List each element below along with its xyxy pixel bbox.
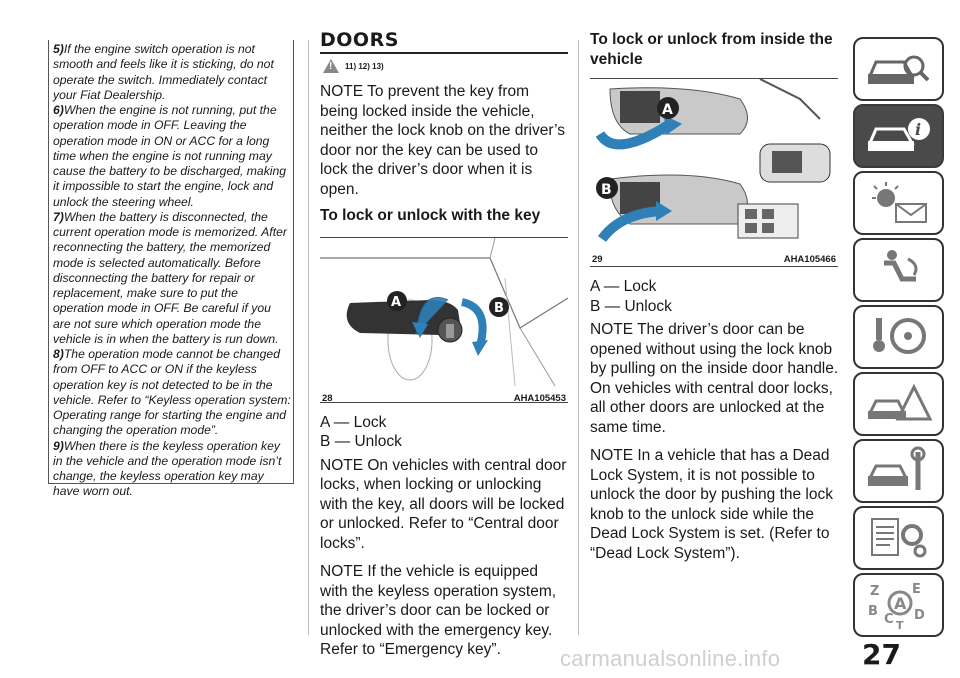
note-emergency-key: NOTE If the vehicle is equipped with the keyless operation system, the driver’s door can be locked or unlocked with the emergency key. Refer to “Emergency key”.	[320, 563, 557, 658]
legend-a: A — Lock	[320, 413, 387, 431]
note-central-locks: NOTE On vehicles with central door locks, when locking or unlocking with the key, all doors will be locked or unlocked. Refer to “Central door locks”.	[320, 456, 567, 552]
warning-notes-box	[48, 40, 294, 499]
watermark-footer: carmanualsonline.info	[560, 646, 781, 671]
note-key-lockout: NOTE To prevent the key from being locked inside the vehicle, neither the lock knob on the driver’s door nor the key can be used to lock the driver’s door when it is open.	[320, 83, 565, 198]
tab-in-an-emergency[interactable]	[853, 372, 944, 436]
tab-knowing-your-vehicle[interactable]	[853, 104, 944, 168]
note-inside-handle: NOTE The driver’s door can be opened without using the lock knob by pulling on the inside door handle. On vehicles with central door locks, all other doors are unlocked at the same time.	[590, 321, 839, 436]
column-divider-left	[308, 40, 309, 635]
note-item: 6)When the engine is not running, put the operation mode in OFF. Leaving the operation mode in ON or ACC for a long time when the engine is not running may cause the battery to be discharged, making it impossible to start the engine, lock and unlock the steering wheel.	[53, 103, 287, 209]
index-letter: E	[911, 582, 921, 597]
legend-b: B — Unlock	[320, 433, 402, 450]
tab-getting-to-know-car[interactable]	[853, 37, 944, 101]
note-item: 5)If the engine switch operation is not smooth and feels like it is sticking, do not operate the switch. Immediately contact your Fiat Dealership.	[53, 42, 274, 102]
warning-triangle-car-icon	[864, 379, 934, 429]
legend-a: A — Lock	[590, 278, 657, 295]
column-divider-right	[578, 40, 579, 635]
car-service-icon	[864, 446, 934, 496]
note-dead-lock: NOTE In a vehicle that has a Dead Lock System, it is not possible to unlock the door by pushing the lock knob to the unlock side while the Dead Lock System is set. (Refer to “Dead Lock System”).	[590, 447, 833, 562]
note-item: 8)The operation mode cannot be changed from OFF to ACC or ON if the keyless operation key is not detected to be in the vehicle. Refer to “Keyless operation system: Operating range for starting the engine and changing the operation mode”.	[53, 347, 291, 438]
figure-code: AHA105466	[783, 254, 836, 265]
tab-warning-lights[interactable]	[853, 171, 944, 235]
figure-label-b: B	[601, 182, 612, 198]
figure-caption	[320, 391, 568, 403]
warning-refs: 11) 12) 13)	[345, 61, 384, 71]
index-letter: T	[895, 619, 904, 631]
index-search-icon	[864, 579, 934, 631]
figure-label-a: A	[391, 294, 402, 310]
specifications-gear-icon	[864, 513, 934, 563]
car-info-icon	[864, 111, 934, 161]
seat-airbag-icon	[864, 245, 934, 295]
index-letter: B	[867, 604, 878, 619]
figure-29-inside-lock	[590, 78, 838, 267]
figure-code: AHA105453	[513, 392, 566, 403]
figure-label-b: B	[494, 300, 504, 316]
note-item: 9)When there is the keyless operation key in the vehicle and the operation mode isn’t change, the keyless operation key may have worn out.	[53, 438, 282, 499]
section-title: DOORS	[320, 29, 399, 51]
tab-servicing-care[interactable]	[853, 439, 944, 503]
index-letter: D	[913, 608, 925, 623]
legend-b: B — Unlock	[590, 297, 672, 315]
note-item: 7)When the battery is disconnected, the current operation mode is memorized. After reconnecting the battery, the memorized mode is selected automatically. Before disconnecting the battery for repair or replacement, make sure to put the operation mode in OFF. Be careful if you are not sure which operation mode the vehicle is in when the battery is run down.	[53, 209, 287, 346]
info-glyph: i	[914, 120, 921, 139]
subheading-key-lock: To lock or unlock with the key	[320, 207, 541, 224]
index-letter: Z	[869, 584, 879, 599]
figure-label-a: A	[662, 102, 673, 118]
warning-triangle-icon	[323, 59, 339, 73]
index-letter: A	[893, 594, 906, 613]
warning-reference	[320, 54, 568, 78]
figure-28-key-lock	[320, 237, 568, 403]
tab-starting-driving[interactable]	[853, 305, 944, 369]
figure-number: 29	[592, 254, 603, 265]
inside-lock-section	[590, 30, 840, 563]
figure-number: 28	[322, 392, 333, 403]
index-letter: C	[883, 612, 894, 627]
door-key-illustration	[320, 238, 568, 386]
tab-safety[interactable]	[853, 238, 944, 302]
key-steering-wheel-icon	[864, 312, 934, 362]
doors-section	[320, 30, 568, 660]
warning-lights-icon	[864, 178, 934, 228]
page-number: 27	[862, 638, 901, 671]
tab-technical-specifications[interactable]	[853, 506, 944, 570]
inside-handle-illustration	[590, 79, 838, 247]
car-search-icon	[864, 44, 934, 94]
subheading-inside-lock: To lock or unlock from inside the vehicle	[590, 31, 833, 68]
figure-caption	[590, 252, 838, 267]
tab-index[interactable]	[853, 573, 944, 637]
